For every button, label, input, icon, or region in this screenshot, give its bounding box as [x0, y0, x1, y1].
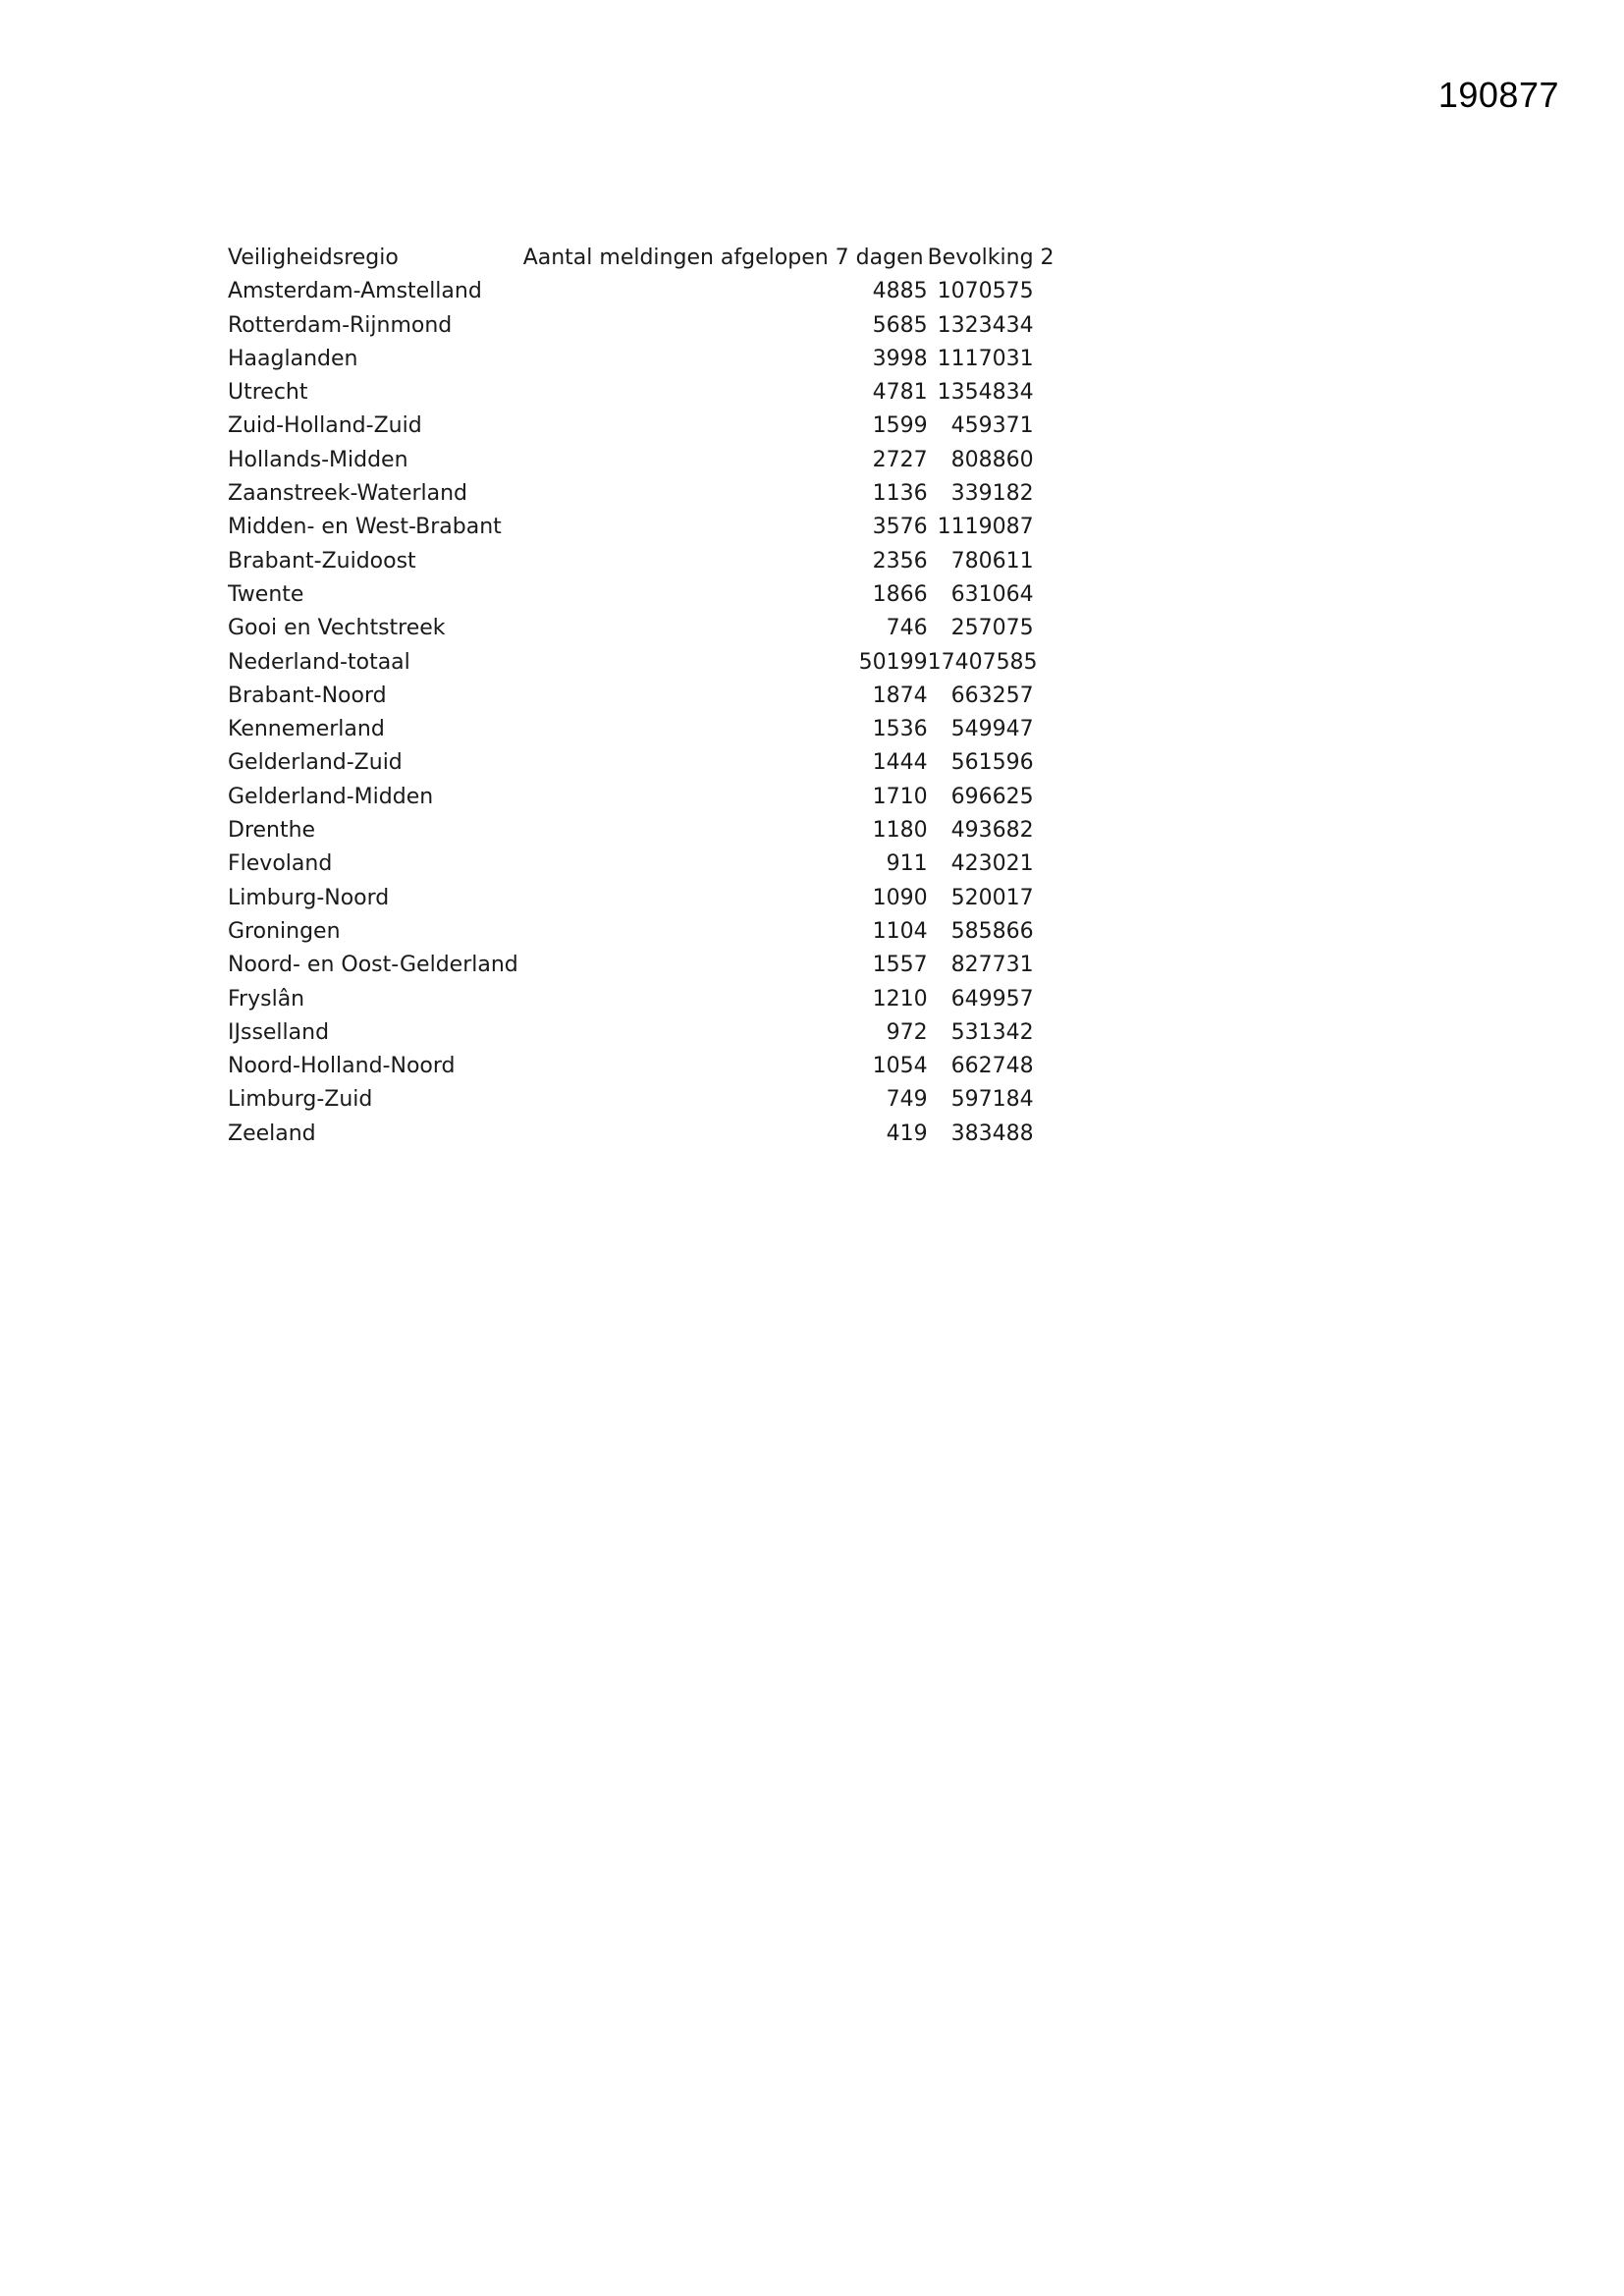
cell-region: Limburg-Noord [228, 885, 390, 910]
table-row [228, 781, 1076, 814]
cell-count: 1536 [872, 717, 928, 742]
cell-population [928, 444, 1076, 477]
cell-population-value: 1119087 [937, 515, 1034, 540]
cell-population-value: 459371 [950, 413, 1034, 439]
cell-region: Limburg-Zuid [228, 1087, 373, 1113]
cell-count: 972 [886, 1019, 928, 1045]
cell-region: Noord- en Oost-Gelderland [228, 953, 518, 978]
cell-count: 749 [886, 1087, 928, 1113]
cell-region: Kennemerland [228, 717, 385, 742]
table-row [228, 612, 1076, 645]
cell-population [928, 1050, 1076, 1083]
cell-count: 1866 [872, 581, 928, 607]
table-row [228, 915, 1076, 949]
cell-region: Gelderland-Midden [228, 784, 434, 809]
table-row [228, 882, 1076, 915]
cell-population [928, 477, 1076, 511]
cell-region: Groningen [228, 918, 341, 944]
header-population: Bevolking 2 [927, 246, 1055, 270]
cell-population-value: 1354834 [937, 380, 1034, 406]
cell-region: Zaanstreek-Waterland [228, 481, 468, 507]
cell-count: 3576 [872, 515, 928, 540]
cell-region: Haaglanden [228, 346, 358, 371]
cell-region: Brabant-Zuidoost [228, 548, 416, 574]
cell-count: 1599 [872, 413, 928, 439]
table-row [228, 545, 1076, 578]
cell-count: 1444 [872, 750, 928, 776]
cell-population [928, 915, 1076, 949]
cell-count: 1874 [872, 683, 928, 708]
table-row [228, 814, 1076, 847]
cell-population-value: 1117031 [937, 346, 1034, 371]
cell-region: Midden- en West-Brabant [228, 515, 502, 540]
table-container [228, 242, 1076, 1151]
cell-count: 4781 [872, 380, 928, 406]
cell-population-value: 17407585 [927, 649, 1038, 675]
cell-region: Gooi en Vechtstreek [228, 616, 446, 641]
cell-population [928, 343, 1076, 376]
table-body [228, 275, 1076, 1151]
table-row [228, 376, 1076, 410]
cell-population-value: 585866 [950, 918, 1034, 944]
cell-population [928, 410, 1076, 443]
table-header-row [228, 242, 1076, 275]
table-row [228, 511, 1076, 544]
cell-population-value: 663257 [950, 683, 1034, 708]
cell-population-value: 1070575 [937, 279, 1034, 304]
table-row [228, 1016, 1076, 1050]
table-row [228, 983, 1076, 1016]
cell-count: 1557 [872, 953, 928, 978]
cell-region: Zeeland [228, 1121, 316, 1146]
cell-region: Hollands-Midden [228, 447, 408, 472]
table-row [228, 343, 1076, 376]
cell-population [928, 949, 1076, 982]
cell-population [928, 713, 1076, 746]
cell-population [928, 746, 1076, 780]
cell-count: 1054 [872, 1054, 928, 1079]
cell-region: Rotterdam-Rijnmond [228, 312, 453, 338]
cell-population [928, 814, 1076, 847]
table-row [228, 847, 1076, 881]
cell-population-value: 649957 [950, 986, 1034, 1011]
table-row [228, 275, 1076, 308]
cell-population-value: 520017 [950, 885, 1034, 910]
cell-population [928, 511, 1076, 544]
table-row [228, 444, 1076, 477]
page-number: 190877 [1437, 75, 1559, 115]
cell-population-value: 339182 [950, 481, 1034, 507]
cell-count: 911 [886, 851, 928, 877]
table-row [228, 309, 1076, 343]
cell-region: Flevoland [228, 851, 333, 877]
table-row [228, 713, 1076, 746]
cell-population-value: 1323434 [937, 312, 1034, 338]
cell-population [928, 646, 1076, 680]
table-row [228, 578, 1076, 612]
cell-population-value: 493682 [950, 818, 1034, 844]
cell-count: 2727 [872, 447, 928, 472]
cell-region: Fryslân [228, 986, 305, 1011]
cell-count: 3998 [872, 346, 928, 371]
table-row [228, 410, 1076, 443]
cell-count: 5685 [872, 312, 928, 338]
cell-count: 746 [886, 616, 928, 641]
cell-count: 419 [886, 1121, 928, 1146]
cell-region: Noord-Holland-Noord [228, 1054, 456, 1079]
cell-region: Twente [228, 581, 304, 607]
cell-population [928, 882, 1076, 915]
table-row [228, 1083, 1076, 1117]
cell-count: 1104 [872, 918, 928, 944]
cell-population-value: 549947 [950, 717, 1034, 742]
cell-population-value: 257075 [950, 616, 1034, 641]
cell-population [928, 983, 1076, 1016]
cell-population [928, 1118, 1076, 1151]
cell-population [928, 578, 1076, 612]
cell-count: 1210 [872, 986, 928, 1011]
cell-region: Gelderland-Zuid [228, 750, 403, 776]
cell-population-value: 808860 [950, 447, 1034, 472]
cell-population [928, 275, 1076, 308]
table-row [228, 746, 1076, 780]
data-table [228, 242, 1076, 1151]
cell-population-value: 597184 [950, 1087, 1034, 1113]
cell-population [928, 847, 1076, 881]
table-row [228, 646, 1076, 680]
cell-count: 50199 [858, 649, 928, 675]
cell-population-value: 383488 [950, 1121, 1034, 1146]
cell-population [928, 376, 1076, 410]
header-count: Aantal meldingen afgelopen 7 dagen [522, 246, 924, 270]
cell-count: 1090 [872, 885, 928, 910]
cell-region: IJsselland [228, 1019, 330, 1045]
cell-count: 1136 [872, 481, 928, 507]
cell-population [928, 680, 1076, 713]
cell-population [928, 309, 1076, 343]
table-row [228, 1050, 1076, 1083]
cell-population [928, 545, 1076, 578]
cell-count: 4885 [872, 279, 928, 304]
cell-population [928, 781, 1076, 814]
cell-region: Brabant-Noord [228, 683, 387, 708]
cell-population [928, 612, 1076, 645]
cell-population-value: 631064 [950, 581, 1034, 607]
cell-population [928, 1083, 1076, 1117]
cell-region: Zuid-Holland-Zuid [228, 413, 422, 439]
cell-region: Amsterdam-Amstelland [228, 279, 482, 304]
cell-population-value: 423021 [950, 851, 1034, 877]
cell-count: 2356 [872, 548, 928, 574]
cell-population [928, 1016, 1076, 1050]
cell-region: Utrecht [228, 380, 308, 406]
cell-count: 1710 [872, 784, 928, 809]
table-row [228, 477, 1076, 511]
header-region: Veiligheidsregio [228, 246, 399, 270]
cell-population-value: 662748 [950, 1054, 1034, 1079]
table-row [228, 680, 1076, 713]
cell-count: 1180 [872, 818, 928, 844]
cell-population-value: 561596 [950, 750, 1034, 776]
cell-region: Drenthe [228, 818, 316, 844]
cell-population-value: 827731 [950, 953, 1034, 978]
table-row [228, 949, 1076, 982]
cell-population-value: 696625 [950, 784, 1034, 809]
cell-population-value: 531342 [950, 1019, 1034, 1045]
table-row [228, 1118, 1076, 1151]
cell-region: Nederland-totaal [228, 649, 410, 675]
cell-population-value: 780611 [950, 548, 1034, 574]
